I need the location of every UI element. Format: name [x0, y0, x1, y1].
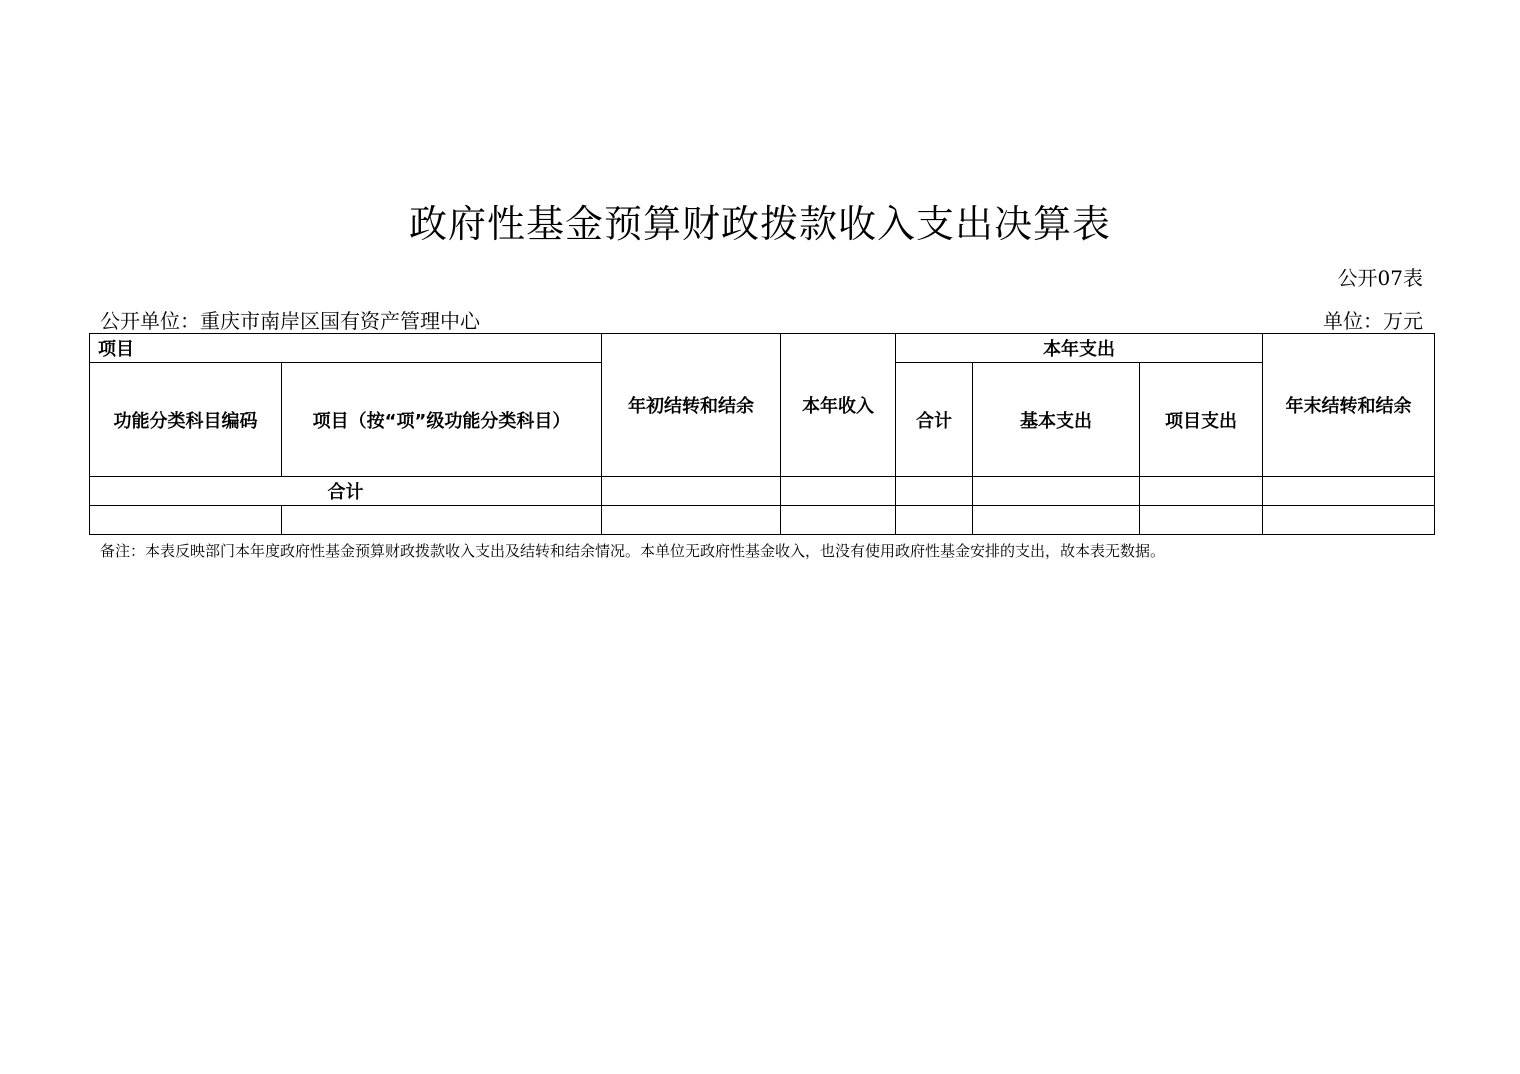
- cell-basic-expense: [973, 506, 1140, 535]
- cell-project-expense: [1140, 506, 1263, 535]
- total-beginning-balance: [602, 477, 781, 506]
- header-beginning-balance: 年初结转和结余: [602, 334, 781, 477]
- total-row-label: 合计: [90, 477, 602, 506]
- total-project-expense: [1140, 477, 1263, 506]
- form-code: 公开07表: [1337, 266, 1423, 290]
- header-project-expense: 项目支出: [1140, 363, 1263, 477]
- header-ending-balance: 年末结转和结余: [1263, 334, 1435, 477]
- total-ending-balance: [1263, 477, 1435, 506]
- reporting-unit: 公开单位：重庆市南岸区国有资产管理中心: [100, 309, 480, 333]
- header-current-income: 本年收入: [781, 334, 896, 477]
- header-row-1: [90, 334, 1435, 363]
- cell-expense-total: [896, 506, 973, 535]
- currency-unit: 单位：万元: [1323, 309, 1423, 333]
- header-expense-total: 合计: [896, 363, 973, 477]
- unit-line: [100, 305, 1423, 334]
- header-project-name: 项目（按“项”级功能分类科目）: [282, 363, 602, 477]
- total-current-income: [781, 477, 896, 506]
- cell-project-name: [282, 506, 602, 535]
- header-current-expense-group: 本年支出: [896, 334, 1263, 363]
- table-row: [90, 506, 1435, 535]
- footnote: 备注：本表反映部门本年度政府性基金预算财政拨款收入支出及结转和结余情况。本单位无政府性基金收入，也没有使用政府性基金安排的支出，故本表无数据。: [100, 542, 1166, 560]
- cell-current-income: [781, 506, 896, 535]
- cell-beginning-balance: [602, 506, 781, 535]
- header-func-code: 功能分类科目编码: [90, 363, 282, 477]
- cell-func-code: [90, 506, 282, 535]
- total-expense-total: [896, 477, 973, 506]
- cell-ending-balance: [1263, 506, 1435, 535]
- total-basic-expense: [973, 477, 1140, 506]
- header-project-group: 项目: [90, 334, 602, 363]
- budget-table: [89, 333, 1435, 535]
- header-basic-expense: 基本支出: [973, 363, 1140, 477]
- total-row: [90, 477, 1435, 506]
- page-title: 政府性基金预算财政拨款收入支出决算表: [408, 202, 1111, 246]
